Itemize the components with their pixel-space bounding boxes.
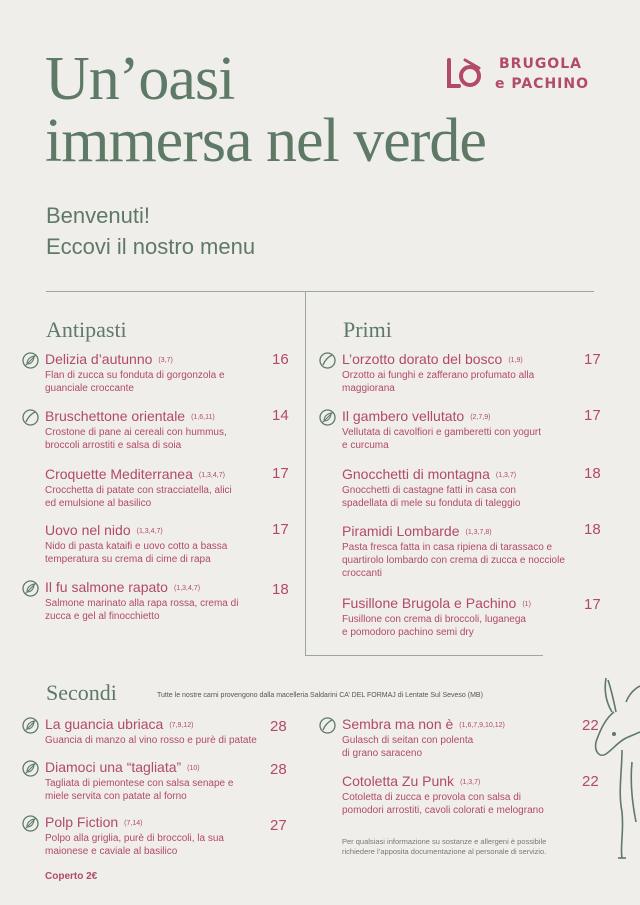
dish-name: Delizia d’autunno [45,351,153,367]
dish-description: temperatura su crema di cime di rapa [45,554,211,565]
antipasti-title: Antipasti [46,317,127,342]
primi-bottom-divider [305,655,543,656]
dish-description: maggiorana [342,383,395,394]
dish-item [45,759,285,803]
dish-price: 18 [584,521,601,538]
dish-allergens: (1,3,4,7) [136,528,163,535]
dish-description: Orzotto ai funghi e zafferano profumato alla [342,370,535,381]
dish-price: 27 [270,817,287,834]
vegetarian-leaf-icon [22,760,39,777]
dish-price: 14 [272,407,289,424]
welcome-line-1: Benvenuti! [46,203,150,228]
vegetarian-leaf-icon [22,717,39,734]
dish-price: 17 [272,465,289,482]
dish-description: Crocchetta di patate con stracciatella, alici [45,485,232,496]
meat-supplier-note: Tutte le nostre carni provengono dalla macelleria Saldarini CA’ DEL FORMAJ di Lentate Sul Seveso (MB) [157,692,483,699]
dish-name: Uovo nel nido [45,522,131,538]
primi-title: Primi [343,317,392,342]
dish-name: Il gambero vellutato [342,408,465,424]
headline-line-2: immersa nel verde [45,107,486,175]
top-divider [46,291,594,292]
dish-description: Vellutata di cavolfiori e gamberetti con yogurt [342,427,541,438]
dish-price: 28 [270,761,287,778]
dish-description: Fusillone con crema di broccoli, luganega [342,614,526,625]
dish-description: quartirolo lombardo con crema di zucca e nocciole [342,555,565,566]
dish-description: Gnocchetti di castagne fatti in casa con [342,485,516,496]
logo-mark-icon [443,54,487,94]
dish-name: Il fu salmone rapato [45,579,168,595]
dish-item [45,466,285,510]
allergen-info-line-2: richiedere l’apposita documentazione al personale di servizio. [342,847,547,856]
dish-description: Pasta fresca fatta in casa ripiena di tarassaco e [342,542,553,553]
dish-description: guanciale croccante [45,383,134,394]
dish-item [342,351,587,395]
dish-description: Gulasch di seitan con polenta [342,735,474,746]
dish-description: maionese e caviale al basilico [45,846,178,857]
dish-allergens: (1,3,7) [460,779,481,786]
dish-allergens: (1) [522,601,531,608]
dish-allergens: (1,6,11) [191,414,215,421]
donkey-illustration-icon [592,672,640,862]
dish-name: Gnocchetti di montagna [342,466,490,482]
dish-description: e pomodoro pachino semi dry [342,627,474,638]
dish-item [342,716,577,760]
dish-item [342,773,577,817]
vegetarian-leaf-icon [319,409,336,426]
allergen-info [342,837,546,857]
dish-description: croccanti [342,568,383,579]
dish-description: Tagliata di piemontese con salsa senape e [45,778,234,789]
dish-price: 22 [582,773,599,790]
dish-price: 18 [272,581,289,598]
dish-item [45,579,285,623]
dish-name: Croquette Mediterranea [45,466,193,482]
column-divider [305,291,306,655]
dish-item [45,351,285,395]
dish-price: 22 [582,717,599,734]
secondi-title: Secondi [46,680,117,705]
dish-description: ed emulsione al basilico [45,498,152,509]
welcome-text [46,200,255,262]
dish-description: pomodori arrostiti, cavoli colorati e melograno [342,805,544,816]
dish-price: 17 [584,407,601,424]
dish-description: Guancia di manzo al vino rosso e purè di patate [45,735,257,746]
dish-price: 18 [584,465,601,482]
dish-item [342,523,592,580]
dish-description: spadellata di mele su fonduta di taleggio [342,498,521,509]
vegan-leaf-icon [319,352,336,369]
dish-description: Salmone marinato alla rapa rossa, crema di [45,598,239,609]
dish-allergens: (1,9) [508,357,523,364]
dish-price: 28 [270,718,287,735]
dish-allergens: (1,3,7) [495,472,517,479]
dish-description: Polpo alla griglia, purè di broccoli, la sua [45,833,224,844]
dish-allergens: (1,3,7,8) [465,529,492,536]
dish-item [342,408,587,452]
dish-name: Piramidi Lombarde [342,523,460,539]
dish-description: Crostone di pane ai cereali con hummus, [45,427,227,438]
dish-item [342,466,587,510]
dish-description: Nido di pasta kataifi e uovo cotto a bassa [45,541,228,552]
dish-name: Fusillone Brugola e Pachino [342,595,517,611]
dish-description: broccoli arrostiti e salsa di soia [45,440,182,451]
cover-charge: Coperto 2€ [45,871,98,882]
brand-logo [443,52,608,102]
vegetarian-leaf-icon [22,352,39,369]
dish-item [45,408,285,452]
dish-allergens: (3,7) [158,357,173,364]
vegetarian-leaf-icon [22,580,39,597]
vegan-leaf-icon [319,717,336,734]
headline [45,45,486,175]
dish-item [342,595,587,639]
dish-price: 17 [584,596,601,613]
dish-name: Diamoci una “tagliata” [45,759,182,775]
dish-price: 16 [272,351,289,368]
dish-name: Cotoletta Zu Punk [342,773,455,789]
dish-allergens: (7,14) [124,820,143,827]
dish-description: miele servita con patate al forno [45,791,187,802]
dish-allergens: (10) [187,765,200,772]
vegetarian-leaf-icon [22,815,39,832]
dish-description: Flan di zucca su fonduta di gorgonzola e [45,370,225,381]
dish-allergens: (1,3,4,7) [198,472,225,479]
dish-name: La guancia ubriaca [45,716,164,732]
dish-description: Cotoletta di zucca e provola con salsa di [342,792,521,803]
dish-allergens: (1,3,4,7) [173,585,201,592]
dish-name: Bruschettone orientale [45,408,186,424]
dish-name: Sembra ma non è [342,716,454,732]
dish-allergens: (2,7,9) [470,414,491,421]
logo-line-1: BRUGOLA [499,56,582,72]
dish-price: 17 [272,521,289,538]
dish-name: Polp Fiction [45,814,119,830]
headline-line-1: Un’oasi [45,45,235,113]
dish-item [45,522,285,566]
dish-item [45,716,285,747]
allergen-info-line-1: Per qualsiasi informazione su sostanze e allergeni è possibile [342,837,547,846]
dish-price: 17 [584,351,601,368]
welcome-line-2: Eccovi il nostro menu [46,234,256,259]
dish-item [45,814,285,858]
dish-description: zucca e gel al finocchietto [45,611,160,622]
logo-line-2: e PACHINO [495,76,589,92]
dish-name: L’orzotto dorato del bosco [342,351,503,367]
dish-allergens: (7,9,12) [169,722,194,729]
vegan-leaf-icon [22,409,39,426]
dish-allergens: (1,6,7,9,10,12) [459,722,505,729]
dish-description: di grano saraceno [342,748,423,759]
dish-description: e curcuma [342,440,389,451]
